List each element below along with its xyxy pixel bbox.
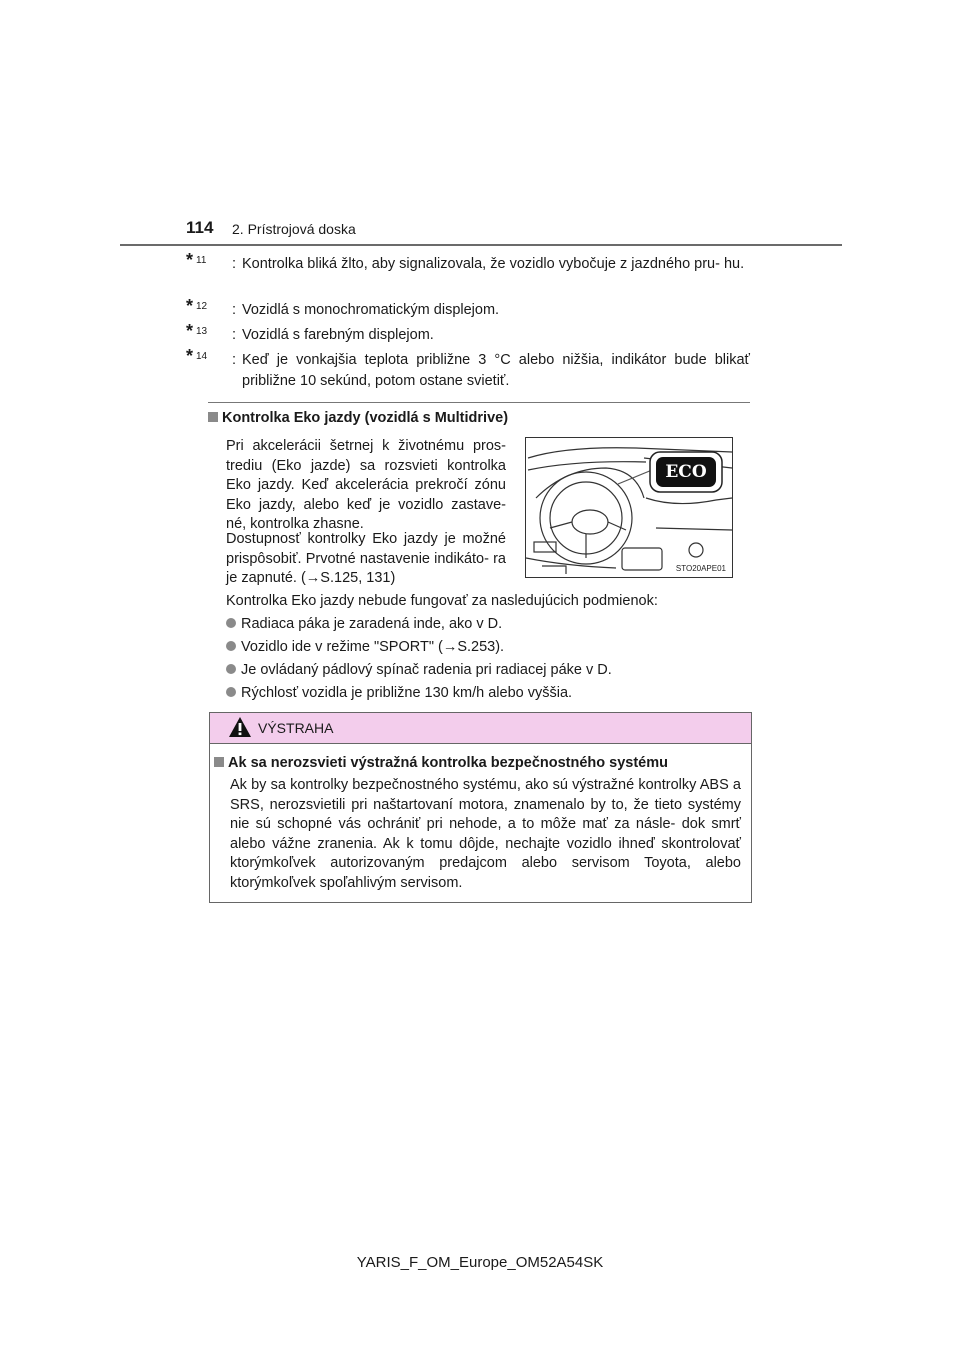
- square-bullet-icon: [214, 757, 224, 767]
- footnote-number: 11: [196, 255, 207, 266]
- footnote-14: * 14 : Keď je vonkajšia teplota približne 3 °C alebo nižšia, indikátor bude blikať približne 10 sekúnd, potom ostane svietiť.: [186, 350, 750, 392]
- footnote-11: * 11 : Kontrolka bliká žlto, aby signalizovala, že vozidlo vybočuje z jazdného pru- hu.: [186, 254, 750, 275]
- eco-section-heading: Kontrolka Eko jazdy (vozidlá s Multidrive): [208, 410, 508, 426]
- illustration-code: STO20APE01: [675, 564, 726, 573]
- bullet-icon: [226, 641, 236, 651]
- footnote-text: Vozidlá s monochromatickým displejom.: [242, 302, 500, 318]
- bullet-icon: [226, 664, 236, 674]
- eco-badge: ECO: [665, 462, 707, 482]
- footnote-text: Keď je vonkajšia teplota približne 3 °C alebo nižšia, indikátor bude blikať približne 10 sekúnd, potom ostane svietiť.: [242, 352, 750, 389]
- section-title: 2. Prístrojová doska: [232, 221, 356, 237]
- bullet-icon: [226, 687, 236, 697]
- footnote-12: * 12 : Vozidlá s monochromatickým displejom.: [186, 300, 750, 321]
- footnote-asterisk: *: [186, 321, 194, 341]
- footnote-number: 13: [196, 326, 208, 337]
- footnote-asterisk: *: [186, 250, 194, 270]
- page-number: 114: [186, 218, 214, 237]
- footnote-asterisk: *: [186, 346, 194, 366]
- warning-body: Ak by sa kontrolky bezpečnostného systému, ako sú výstražné kontrolky ABS a SRS, nerozsvietili pri naštartovaní motora, znamenalo by to, že tieto systémy nie sú schopné vás ochrániť pri nehode, a to môže mať za násle- dok smrť alebo vážne zranenia. Ak k tomu dôjde, nechajte vozidlo ihneď skontrolovať ktorýmkoľvek autorizovaným predajcom alebo servisom Toyota, alebo ktorýmkoľvek spoľahlivým servisom.: [230, 777, 741, 891]
- footnote-number: 12: [196, 301, 208, 312]
- warning-box: [209, 712, 752, 903]
- list-item: Vozidlo ide v režime "SPORT" (→S.253).: [226, 639, 504, 655]
- section-divider: [208, 402, 750, 403]
- footnote-number: 14: [196, 351, 208, 362]
- warning-header: [210, 713, 751, 744]
- warning-heading: Ak sa nerozsvieti výstražná kontrolka bezpečnostného systému: [214, 755, 668, 771]
- square-bullet-icon: [208, 412, 218, 422]
- eco-indicator-illustration: [525, 437, 733, 578]
- eco-paragraph-1: Pri akcelerácii šetrnej k životnému pros- trediu (Eko jazde) sa rozsvieti kontrolka Eko jazdy. Keď akcelerácia prekročí zónu Eko jazdy, alebo keď je vozidlo zastave- né, kontrolka zhasne.: [226, 438, 506, 532]
- warning-triangle-icon: [228, 716, 252, 738]
- conditions-intro: Kontrolka Eko jazdy nebude fungovať za nasledujúcich podmienok:: [226, 593, 658, 609]
- footnote-asterisk: *: [186, 296, 194, 316]
- eco-paragraph-2: Dostupnosť kontrolky Eko jazdy je možné prispôsobiť. Prvotné nastavenie indikáto- ra je zapnuté. (→S.125, 131): [226, 531, 506, 586]
- footnote-13: * 13 : Vozidlá s farebným displejom.: [186, 325, 750, 346]
- header-divider: [120, 244, 842, 246]
- list-item: Je ovládaný pádlový spínač radenia pri radiacej páke v D.: [226, 662, 612, 678]
- document-footer: YARIS_F_OM_Europe_OM52A54SK: [356, 1254, 604, 1271]
- warning-title: VÝSTRAHA: [258, 720, 334, 736]
- list-item: Radiaca páka je zaradená inde, ako v D.: [226, 616, 502, 632]
- list-item: Rýchlosť vozidla je približne 130 km/h alebo vyššia.: [226, 685, 572, 701]
- footnote-text: Kontrolka bliká žlto, aby signalizovala, že vozidlo vybočuje z jazdného pru- hu.: [242, 256, 745, 272]
- bullet-icon: [226, 618, 236, 628]
- footnote-text: Vozidlá s farebným displejom.: [242, 327, 434, 343]
